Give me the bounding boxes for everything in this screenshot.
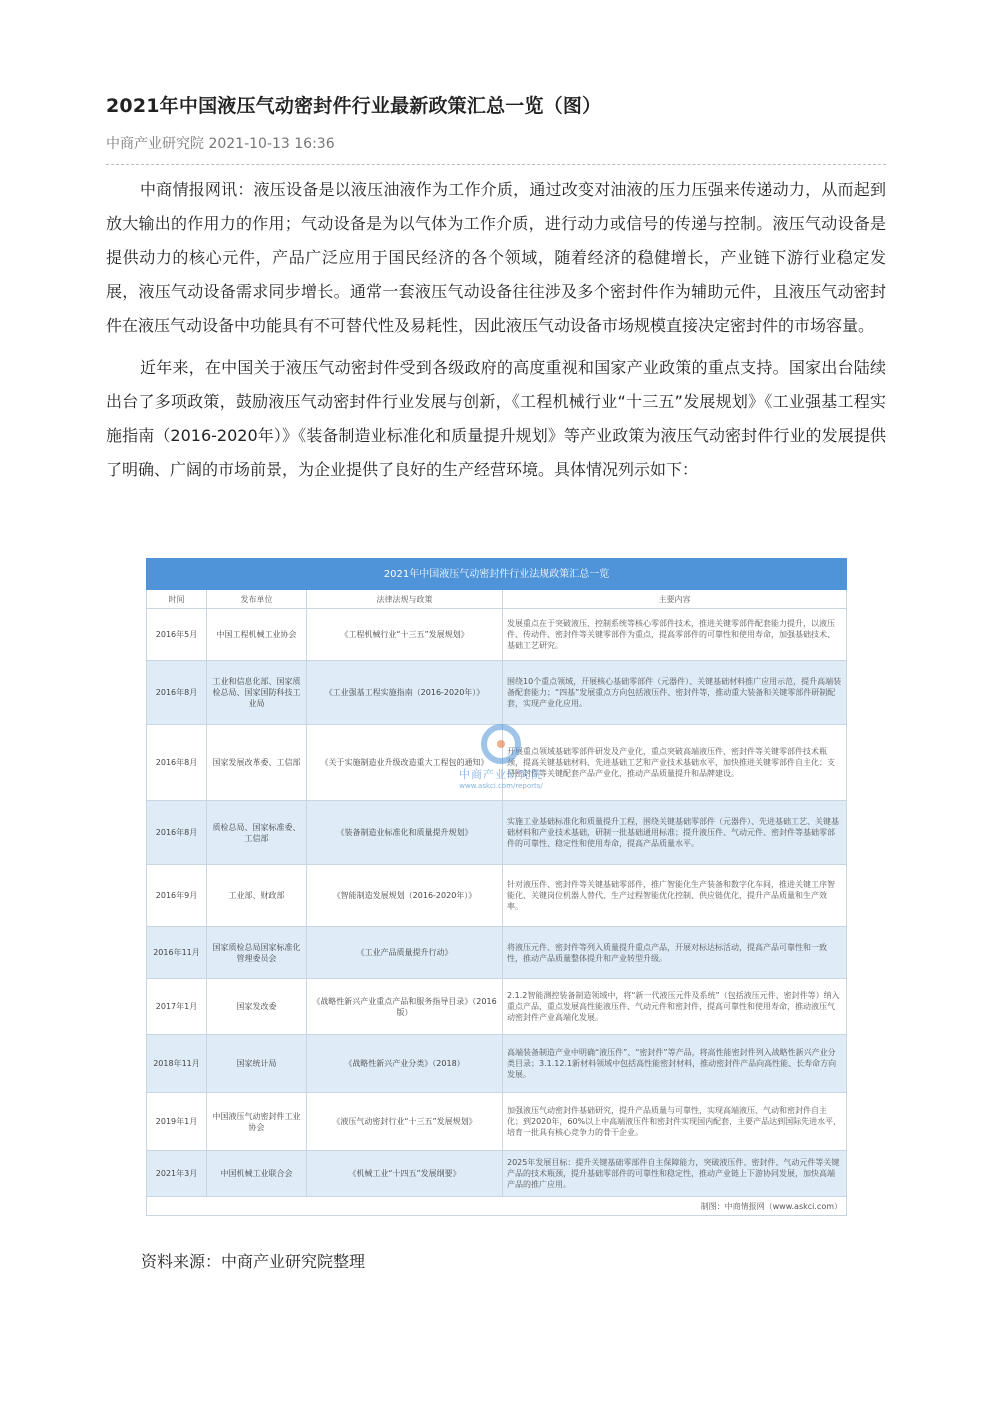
cell-content: 2.1.2智能测控装备制造领域中，将“新一代液压元件及系统”（包括液压元件、密封件等）纳入重点产品，重点发展高性能液压件、气动元件和密封件，提高可靠性和使用寿命，推动液压气动密封件产业高端化发展。 (503, 979, 847, 1035)
cell-dept: 中国液压气动密封件工业协会 (207, 1093, 307, 1151)
table-row (147, 1093, 847, 1151)
cell-policy: 《液压气动密封行业“十三五”发展规划》 (307, 1093, 503, 1151)
cell-time: 2016年11月 (147, 927, 207, 979)
cell-time: 2016年8月 (147, 801, 207, 865)
cell-policy: 《战略性新兴产业分类》（2018） (307, 1035, 503, 1093)
table-row (147, 1035, 847, 1093)
column-header-content: 主要内容 (503, 590, 847, 609)
policy-table (146, 558, 847, 1216)
watermark-text: 中商产业研究院 (459, 768, 543, 781)
paragraph-policy: 近年来，在中国关于液压气动密封件受到各级政府的高度重视和国家产业政策的重点支持。国家出台陆续出台了多项政策，鼓励液压气动密封件行业发展与创新，《工程机械行业“十三五”发展规划》《工业强基工程实施指南（2016-2020年）》《装备制造业标准化和质量提升规划》等产业政策为液压气动密封件行业的发展提供了明确、广阔的市场前景，为企业提供了良好的生产经营环境。具体情况列示如下： (106, 358, 886, 479)
table-row (147, 801, 847, 865)
cell-time: 2017年1月 (147, 979, 207, 1035)
table-row (147, 979, 847, 1035)
cell-dept: 工业和信息化部、国家质检总局、国家国防科技工业局 (207, 661, 307, 725)
article-title: 2021年中国液压气动密封件行业最新政策汇总一览（图） (106, 95, 602, 117)
dashed-divider (106, 164, 886, 165)
article-meta: 中商产业研究院 2021-10-13 16:36 (106, 136, 335, 152)
cell-policy: 《战略性新兴产业重点产品和服务指导目录》（2016版） (307, 979, 503, 1035)
article (106, 86, 886, 487)
cell-dept: 中国工程机械工业协会 (207, 609, 307, 661)
cell-policy: 《工业产品质量提升行动》 (307, 927, 503, 979)
cell-content: 围绕10个重点领域，开展核心基础零部件（元器件）、关键基础材料推广应用示范，提升高端装备配套能力；“四基”发展重点方向包括液压件、密封件等，推动重大装备和关键零部件研制配套，实现产业化应用。 (503, 661, 847, 725)
cell-policy: 《机械工业“十四五”发展纲要》 (307, 1151, 503, 1197)
cell-time: 2018年11月 (147, 1035, 207, 1093)
policy-table-image (146, 558, 846, 1218)
table-source: 制图：中商情报网（www.askci.com） (147, 1197, 847, 1216)
cell-time: 2016年8月 (147, 661, 207, 725)
cell-time: 2016年5月 (147, 609, 207, 661)
cell-content: 发展重点在于突破液压、控制系统等核心零部件技术，推进关键零部件配套能力提升，以液压件、传动件、密封件等关键零部件为重点，提高零部件的可靠性和使用寿命，加强基础技术、基础工艺研究。 (503, 609, 847, 661)
table-caption: 2021年中国液压气动密封件行业法规政策汇总一览 (147, 559, 847, 590)
cell-policy: 《关于实施制造业升级改造重大工程包的通知》 (307, 725, 503, 801)
cell-time: 2021年3月 (147, 1151, 207, 1197)
cell-policy: 《智能制造发展规划（2016-2020年）》 (307, 865, 503, 927)
cell-policy: 《装备制造业标准化和质量提升规划》 (307, 801, 503, 865)
cell-dept: 质检总局、国家标准委、工信部 (207, 801, 307, 865)
cell-content: 加强液压气动密封件基础研究，提升产品质量与可靠性，实现高端液压、气动和密封件自主化；到2020年，60%以上中高端液压件和密封件实现国内配套，主要产品达到国际先进水平，培育一批具有核心竞争力的骨干企业。 (503, 1093, 847, 1151)
column-header-time: 时间 (147, 590, 207, 609)
cell-time: 2016年8月 (147, 725, 207, 801)
cell-content: 高端装备制造产业中明确“液压件”、“密封件”等产品，将高性能密封件列入战略性新兴产业分类目录；3.1.12.1新材料领域中包括高性能密封材料，推动密封件产品向高性能、长寿命方向发展。 (503, 1035, 847, 1093)
watermark-url: www.askci.com/reports/ (459, 782, 543, 790)
table-row (147, 661, 847, 725)
cell-dept: 国家发改委 (207, 979, 307, 1035)
table-row (147, 725, 847, 801)
table-row (147, 1151, 847, 1197)
cell-dept: 中国机械工业联合会 (207, 1151, 307, 1197)
cell-dept: 国家统计局 (207, 1035, 307, 1093)
column-header-policy: 法律法规与政策 (307, 590, 503, 609)
table-row (147, 609, 847, 661)
cell-dept: 国家质检总局国家标准化管理委员会 (207, 927, 307, 979)
column-header-dept: 发布单位 (207, 590, 307, 609)
cell-policy: 《工业强基工程实施指南（2016-2020年）》 (307, 661, 503, 725)
cell-content: 开展重点领域基础零部件研发及产业化，重点突破高端液压件、密封件等关键零部件技术瓶颈，提高关键基础材料、先进基础工艺和产业技术基础水平，加快推进关键零部件自主化；支持密封件等关键配套产品产业化，推动产品质量提升和品牌建设。 (503, 725, 847, 801)
cell-content: 针对液压件、密封件等关键基础零部件，推广智能化生产装备和数字化车间，推进关键工序智能化、关键岗位机器人替代、生产过程智能优化控制、供应链优化，提升产品质量和生产效率。 (503, 865, 847, 927)
cell-dept: 国家发展改革委、工信部 (207, 725, 307, 801)
cell-dept: 工业部、财政部 (207, 865, 307, 927)
table-row (147, 865, 847, 927)
cell-policy: 《工程机械行业“十三五”发展规划》 (307, 609, 503, 661)
table-row (147, 927, 847, 979)
paragraph-intro: 中商情报网讯：液压设备是以液压油液作为工作介质，通过改变对油液的压力压强来传递动力，从而起到放大输出的作用力的作用；气动设备是为以气体为工作介质，进行动力或信号的传递与控制。液压气动设备是提供动力的核心元件，产品广泛应用于国民经济的各个领域，随着经济的稳健增长，产业链下游行业稳定发展，液压气动设备需求同步增长。通常一套液压气动设备往往涉及多个密封件作为辅助元件，且液压气动密封件在液压气动设备中功能具有不可替代性及易耗性，因此液压气动设备市场规模直接决定密封件的市场容量。 (106, 180, 886, 335)
source-note: 资料来源：中商产业研究院整理 (141, 1252, 366, 1271)
cell-content: 将液压元件、密封件等列入质量提升重点产品，开展对标达标活动，提高产品可靠性和一致性，推动产品质量整体提升和产业转型升级。 (503, 927, 847, 979)
cell-time: 2019年1月 (147, 1093, 207, 1151)
cell-content: 实施工业基础标准化和质量提升工程，围绕关键基础零部件（元器件）、先进基础工艺、关键基础材料和产业技术基础，研制一批基础通用标准；提升液压件、气动元件、密封件等基础零部件的可靠性、稳定性和使用寿命，提高产品质量水平。 (503, 801, 847, 865)
cell-time: 2016年9月 (147, 865, 207, 927)
cell-content: 2025年发展目标：提升关键基础零部件自主保障能力，突破液压件、密封件、气动元件等关键产品的技术瓶颈，提升基础零部件的可靠性和稳定性，推动产业链上下游协同发展，加快高端产品的推广应用。 (503, 1151, 847, 1197)
